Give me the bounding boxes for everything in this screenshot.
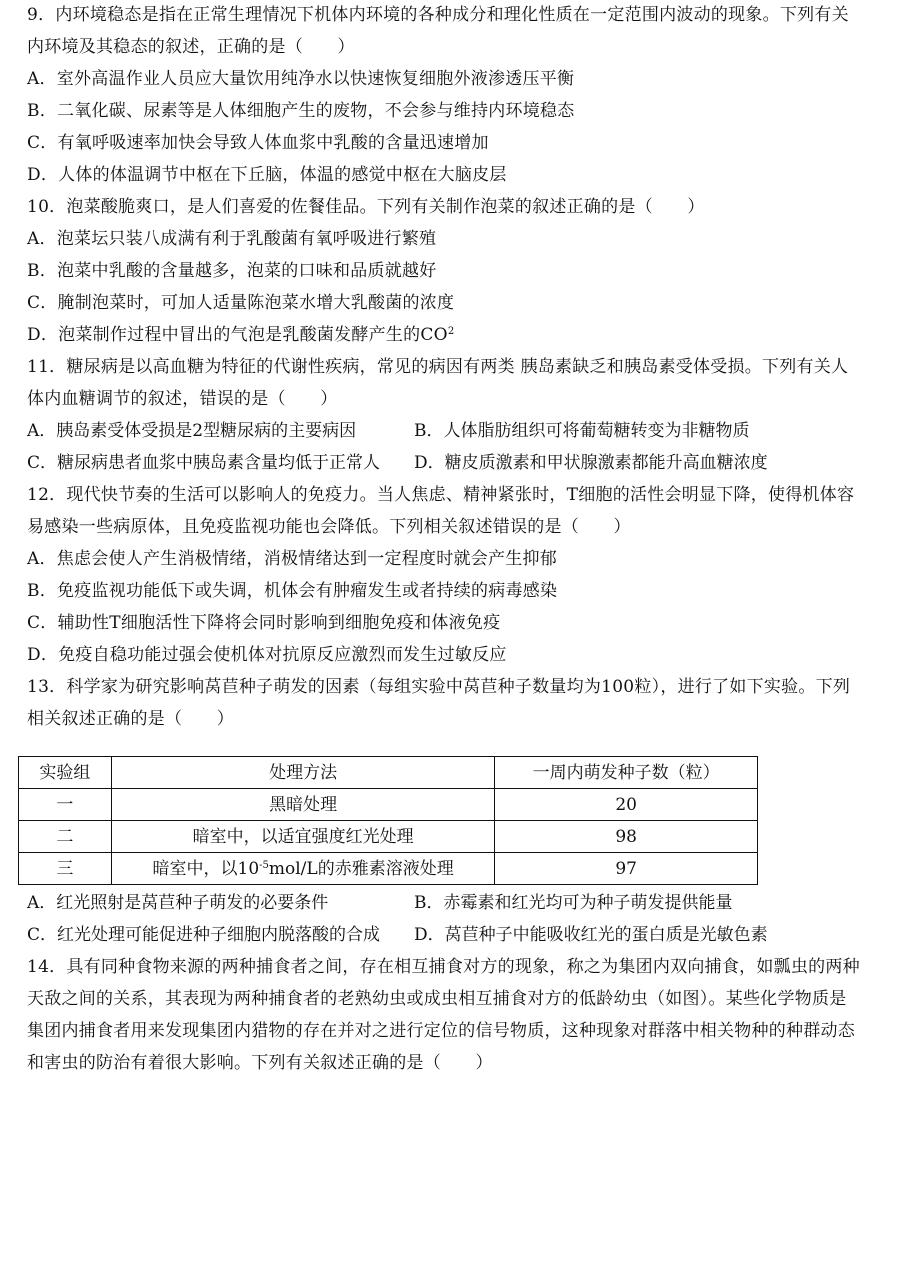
table-row — [19, 853, 758, 885]
table-cell-method — [111, 853, 494, 885]
q13-options-row1 — [27, 892, 887, 914]
q11-stem-line2: 体内血糖调节的叙述，错误的是（ ） — [27, 389, 338, 409]
q14-stem-line4: 和害虫的防治有着很大影响。下列有关叙述正确的是（ ） — [27, 1053, 493, 1073]
q12-stem-line2: 易感染一些病原体，且免疫监视功能也会降低。下列相关叙述错误的是（ ） — [27, 517, 631, 537]
table-cell-count: 98 — [495, 821, 758, 853]
method-exponent: -5 — [259, 859, 269, 871]
q10-option-d-text: D．泡菜制作过程中冒出的气泡是乳酸菌发酵产生的CO — [27, 325, 448, 345]
table-cell-method: 黑暗处理 — [111, 789, 494, 821]
q13-option-b: B．赤霉素和红光均可为种子萌发提供能量 — [414, 893, 733, 913]
q13-option-c: C．红光处理可能促进种子细胞内脱落酸的合成 — [27, 925, 381, 945]
q11-stem-line1: 11．糖尿病是以高血糖为特征的代谢性疾病，常见的病因有两类 胰岛素缺乏和胰岛素受体受损。下列有关人 — [27, 357, 849, 377]
q11-option-a: A．胰岛素受体受损是2型糖尿病的主要病因 — [27, 421, 357, 441]
table-cell-count: 97 — [495, 853, 758, 885]
q13-option-a: A．红光照射是莴苣种子萌发的必要条件 — [27, 893, 329, 913]
q11-option-d: D．糖皮质激素和甲状腺激素都能升高血糖浓度 — [414, 453, 768, 473]
q11-options-row1 — [27, 420, 887, 442]
table-header-method: 处理方法 — [111, 757, 494, 789]
method-text-pre: 暗室中，以10 — [152, 858, 260, 879]
q9-option-b: B．二氧化碳、尿素等是人体细胞产生的废物，不会参与维持内环境稳态 — [27, 101, 575, 121]
q9-option-a: A．室外高温作业人员应大量饮用纯净水以快速恢复细胞外液渗透压平衡 — [27, 69, 575, 89]
table-header-count: 一周内萌发种子数（粒） — [495, 757, 758, 789]
q12-option-b: B．免疫监视功能低下或失调，机体会有肿瘤发生或者持续的病毒感染 — [27, 581, 558, 601]
q9-option-d: D．人体的体温调节中枢在下丘脑，体温的感觉中枢在大脑皮层 — [27, 165, 507, 185]
q13-options-row2 — [27, 924, 887, 946]
table-header-group: 实验组 — [19, 757, 112, 789]
q14-stem-line2: 天敌之间的关系，其表现为两种捕食者的老熟幼虫或成虫相互捕食对方的低龄幼虫（如图）。某些化学物质是 — [27, 989, 847, 1009]
method-text-post: mol/L的赤雅素溶液处理 — [268, 858, 454, 879]
q12-stem-line1: 12．现代快节奏的生活可以影响人的免疫力。当人焦虑、精神紧张时，T细胞的活性会明显下降，使得机体容 — [27, 485, 855, 505]
q10-option-d-subscript: 2 — [447, 326, 455, 337]
table-cell-count: 20 — [495, 789, 758, 821]
table-row — [19, 821, 758, 853]
table-cell-method: 暗室中，以适宜强度红光处理 — [111, 821, 494, 853]
q9-stem-line1: 9．内环境稳态是指在正常生理情况下机体内环境的各种成分和理化性质在一定范围内波动的现象。下列有关 — [27, 5, 849, 25]
q14-stem-line3: 集团内捕食者用来发现集团内猎物的存在并对之进行定位的信号物质，这种现象对群落中相关物种的种群动态 — [27, 1021, 855, 1041]
table-header-row — [19, 757, 758, 789]
q14-stem-line1: 14．具有同种食物来源的两种捕食者之间，存在相互捕食对方的现象，称之为集团内双向捕食，如瓢虫的两种 — [27, 957, 860, 977]
table-cell-group: 二 — [19, 821, 112, 853]
q10-option-b: B．泡菜中乳酸的含量越多，泡菜的口味和品质就越好 — [27, 261, 437, 281]
table-cell-group: 一 — [19, 789, 112, 821]
q12-option-d: D．免疫自稳功能过强会使机体对抗原反应激烈而发生过敏反应 — [27, 645, 507, 665]
q9-stem-line2: 内环境及其稳态的叙述，正确的是（ ） — [27, 37, 355, 57]
q11-option-c: C．糖尿病患者血浆中胰岛素含量均低于正常人 — [27, 453, 381, 473]
table-cell-group: 三 — [19, 853, 112, 885]
table-row — [19, 789, 758, 821]
q13-option-d: D．莴苣种子中能吸收红光的蛋白质是光敏色素 — [414, 925, 768, 945]
q11-options-row2 — [27, 452, 887, 474]
q12-option-a: A．焦虑会使人产生消极情绪，消极情绪达到一定程度时就会产生抑郁 — [27, 549, 558, 569]
q11-option-b: B．人体脂肪组织可将葡萄糖转变为非糖物质 — [414, 421, 750, 441]
experiment-table — [18, 756, 758, 885]
q12-option-c: C．辅助性T细胞活性下降将会同时影响到细胞免疫和体液免疫 — [27, 613, 501, 633]
q10-option-a: A．泡菜坛只装八成满有利于乳酸菌有氧呼吸进行繁殖 — [27, 229, 437, 249]
q10-option-d — [27, 324, 454, 346]
q13-stem-line2: 相关叙述正确的是（ ） — [27, 709, 234, 729]
q10-stem: 10．泡菜酸脆爽口，是人们喜爱的佐餐佳品。下列有关制作泡菜的叙述正确的是（ ） — [27, 197, 705, 217]
q13-stem-line1: 13．科学家为研究影响莴苣种子萌发的因素（每组实验中莴苣种子数量均为100粒），进行了如下实验。下列 — [27, 677, 851, 697]
q10-option-c: C．腌制泡菜时，可加人适量陈泡菜水增大乳酸菌的浓度 — [27, 293, 455, 313]
q9-option-c: C．有氧呼吸速率加快会导致人体血浆中乳酸的含量迅速增加 — [27, 133, 489, 153]
